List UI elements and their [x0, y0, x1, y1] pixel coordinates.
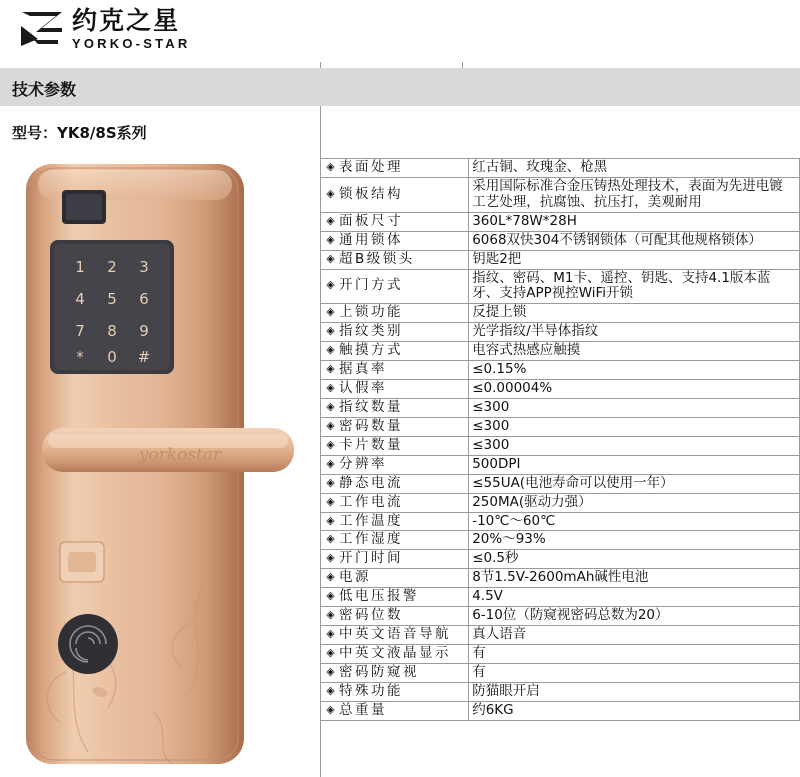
spec-key-label: 密码位数 [339, 607, 403, 624]
diamond-bullet-icon: ◈ [326, 456, 335, 470]
spec-key-label: 锁板结构 [339, 185, 403, 202]
svg-text:0: 0 [107, 348, 117, 366]
spec-key-label: 工作电流 [339, 493, 403, 510]
diamond-bullet-icon: ◈ [326, 399, 335, 413]
diamond-bullet-icon: ◈ [326, 551, 335, 565]
spec-value-cell: 360L*78W*28H [469, 212, 800, 231]
spec-key-label: 特殊功能 [339, 682, 403, 699]
spec-key-cell [321, 231, 469, 250]
spec-table [320, 158, 800, 721]
spec-value-cell: 红古铜、玫瑰金、枪黑 [469, 159, 800, 178]
spec-key-cell [321, 682, 469, 701]
table-row [321, 380, 800, 399]
page-header [0, 0, 800, 62]
spec-key-cell [321, 569, 469, 588]
spec-value-cell: 500DPI [469, 455, 800, 474]
diamond-bullet-icon: ◈ [326, 589, 335, 603]
spec-key-cell [321, 417, 469, 436]
table-row [321, 231, 800, 250]
table-row [321, 512, 800, 531]
spec-key-cell [321, 212, 469, 231]
spec-key-label: 低电压报警 [339, 588, 419, 605]
spec-key-cell [321, 250, 469, 269]
spec-key-cell [321, 531, 469, 550]
table-row [321, 663, 800, 682]
svg-text:6: 6 [139, 290, 149, 308]
spec-key-cell [321, 701, 469, 720]
svg-text:9: 9 [139, 322, 149, 340]
spec-key-cell [321, 663, 469, 682]
spec-key-label: 通用锁体 [339, 231, 403, 248]
spec-value-cell: 反提上锁 [469, 304, 800, 323]
table-row [321, 682, 800, 701]
spec-key-label: 据真率 [339, 361, 387, 378]
spec-key-cell [321, 512, 469, 531]
table-row [321, 250, 800, 269]
spec-key-cell [321, 626, 469, 645]
diamond-bullet-icon: ◈ [326, 278, 335, 292]
yorko-star-logo-icon [18, 6, 66, 52]
spec-key-label: 认假率 [339, 380, 387, 397]
spec-value-cell: -10℃～60℃ [469, 512, 800, 531]
table-row [321, 212, 800, 231]
spec-key-cell [321, 493, 469, 512]
spec-value-cell: 250MA(驱动力强） [469, 493, 800, 512]
diamond-bullet-icon: ◈ [326, 570, 335, 584]
spec-key-cell [321, 436, 469, 455]
spec-value-cell: 光学指纹/半导体指纹 [469, 323, 800, 342]
spec-key-cell [321, 474, 469, 493]
svg-text:2: 2 [107, 258, 117, 276]
brand-logo-text [72, 8, 190, 50]
spec-key-label: 中英文液晶显示 [339, 644, 451, 661]
spec-key-cell [321, 588, 469, 607]
spec-value-cell: ≤0.5秒 [469, 550, 800, 569]
svg-text:1: 1 [75, 258, 85, 276]
table-row [321, 342, 800, 361]
diamond-bullet-icon: ◈ [326, 608, 335, 622]
diamond-bullet-icon: ◈ [326, 702, 335, 716]
product-image [4, 152, 312, 775]
diamond-bullet-icon: ◈ [326, 664, 335, 678]
spec-value-cell: 约6KG [469, 701, 800, 720]
spec-key-label: 静态电流 [339, 474, 403, 491]
table-row [321, 701, 800, 720]
table-row [321, 474, 800, 493]
spec-key-label: 密码防窥视 [339, 663, 419, 680]
table-row [321, 361, 800, 380]
spec-key-label: 密码数量 [339, 417, 403, 434]
spec-value-cell: 有 [469, 663, 800, 682]
table-row [321, 550, 800, 569]
diamond-bullet-icon: ◈ [326, 683, 335, 697]
diamond-bullet-icon: ◈ [326, 513, 335, 527]
spec-key-cell [321, 398, 469, 417]
diamond-bullet-icon: ◈ [326, 324, 335, 338]
brand-logo [18, 6, 190, 52]
spec-value-cell: 真人语音 [469, 626, 800, 645]
spec-value-cell: ≤300 [469, 398, 800, 417]
table-row [321, 304, 800, 323]
diamond-bullet-icon: ◈ [326, 213, 335, 227]
spec-key-cell [321, 269, 469, 304]
spec-value-cell: 采用国际标准合金压铸热处理技术，表面为先进电镀工艺处理，抗腐蚀、抗压打，美观耐用 [469, 177, 800, 212]
diamond-bullet-icon: ◈ [326, 418, 335, 432]
spec-key-cell [321, 323, 469, 342]
spec-key-cell [321, 159, 469, 178]
diamond-bullet-icon: ◈ [326, 627, 335, 641]
diamond-bullet-icon: ◈ [326, 437, 335, 451]
diamond-bullet-icon: ◈ [326, 160, 335, 173]
spec-key-label: 中英文语音导航 [339, 626, 451, 643]
spec-key-label: 工作湿度 [339, 531, 403, 548]
spec-key-label: 开门时间 [339, 550, 403, 567]
spec-key-cell [321, 177, 469, 212]
diamond-bullet-icon: ◈ [326, 186, 335, 200]
model-row [0, 118, 800, 150]
spec-value-cell: ≤0.15% [469, 361, 800, 380]
diamond-bullet-icon: ◈ [326, 251, 335, 265]
table-row [321, 417, 800, 436]
section-title: 技术参数 [12, 80, 77, 99]
svg-text:8: 8 [107, 322, 117, 340]
spec-key-cell [321, 607, 469, 626]
table-row [321, 531, 800, 550]
spec-value-cell: ≤55UA(电池寿命可以使用一年） [469, 474, 800, 493]
svg-text:3: 3 [139, 258, 149, 276]
diamond-bullet-icon: ◈ [326, 494, 335, 508]
svg-text:5: 5 [107, 290, 117, 308]
svg-text:*: * [76, 348, 84, 366]
svg-text:yorkostar: yorkostar [138, 445, 222, 465]
svg-text:#: # [137, 348, 151, 366]
diamond-bullet-icon: ◈ [326, 232, 335, 246]
diamond-bullet-icon: ◈ [326, 645, 335, 659]
diamond-bullet-icon: ◈ [326, 343, 335, 357]
spec-key-label: 卡片数量 [339, 436, 403, 453]
table-row [321, 323, 800, 342]
spec-value-cell: ≤300 [469, 417, 800, 436]
diamond-bullet-icon: ◈ [326, 362, 335, 376]
spec-value-cell: 6-10位（防窥视密码总数为20） [469, 607, 800, 626]
table-row [321, 626, 800, 645]
spec-key-label: 分辨率 [339, 455, 387, 472]
spec-key-label: 触摸方式 [339, 342, 403, 359]
spec-value-cell: 8节1.5V-2600mAh碱性电池 [469, 569, 800, 588]
table-row [321, 493, 800, 512]
table-row [321, 455, 800, 474]
spec-key-cell [321, 361, 469, 380]
spec-key-cell [321, 644, 469, 663]
spec-value-cell: ≤300 [469, 436, 800, 455]
spec-key-label: 表面处理 [339, 159, 403, 175]
spec-value-cell: 有 [469, 644, 800, 663]
section-band [0, 68, 800, 106]
spec-value-cell: 20%～93% [469, 531, 800, 550]
spec-key-label: 超B级锁头 [339, 250, 415, 267]
spec-key-label: 工作温度 [339, 512, 403, 529]
table-row [321, 159, 800, 178]
spec-value-cell: ≤0.00004% [469, 380, 800, 399]
spec-key-label: 开门方式 [339, 277, 403, 294]
table-row [321, 177, 800, 212]
diamond-bullet-icon: ◈ [326, 532, 335, 546]
table-row [321, 588, 800, 607]
svg-text:7: 7 [75, 322, 85, 340]
spec-key-label: 面板尺寸 [339, 212, 403, 229]
spec-value-cell: 防猫眼开启 [469, 682, 800, 701]
spec-value-cell: 电容式热感应触摸 [469, 342, 800, 361]
spec-value-cell: 指纹、密码、M1卡、遥控、钥匙、支持4.1版本蓝牙、支持APP视控WiFi开锁 [469, 269, 800, 304]
diamond-bullet-icon: ◈ [326, 381, 335, 395]
spec-key-cell [321, 342, 469, 361]
spec-key-label: 电源 [339, 569, 371, 586]
diamond-bullet-icon: ◈ [326, 305, 335, 319]
spec-key-cell [321, 550, 469, 569]
table-row [321, 436, 800, 455]
spec-value-cell: 4.5V [469, 588, 800, 607]
brand-name-cn: 约克之星 [72, 6, 181, 35]
model-label: 型号：YK8/8S系列 [12, 124, 147, 142]
spec-key-cell [321, 380, 469, 399]
spec-value-cell: 钥匙2把 [469, 250, 800, 269]
spec-key-cell [321, 455, 469, 474]
spec-key-label: 指纹数量 [339, 398, 403, 415]
spec-value-cell: 6068双快304不锈钢锁体（可配其他规格锁体） [469, 231, 800, 250]
svg-text:4: 4 [75, 290, 85, 308]
table-row [321, 644, 800, 663]
spec-key-label: 上锁功能 [339, 304, 403, 321]
table-row [321, 398, 800, 417]
diamond-bullet-icon: ◈ [326, 475, 335, 489]
spec-key-label: 指纹类别 [339, 323, 403, 340]
table-row [321, 269, 800, 304]
spec-key-cell [321, 304, 469, 323]
brand-name-en: YORKO-STAR [72, 36, 191, 51]
table-row [321, 569, 800, 588]
table-row [321, 607, 800, 626]
spec-key-label: 总重量 [339, 701, 387, 718]
